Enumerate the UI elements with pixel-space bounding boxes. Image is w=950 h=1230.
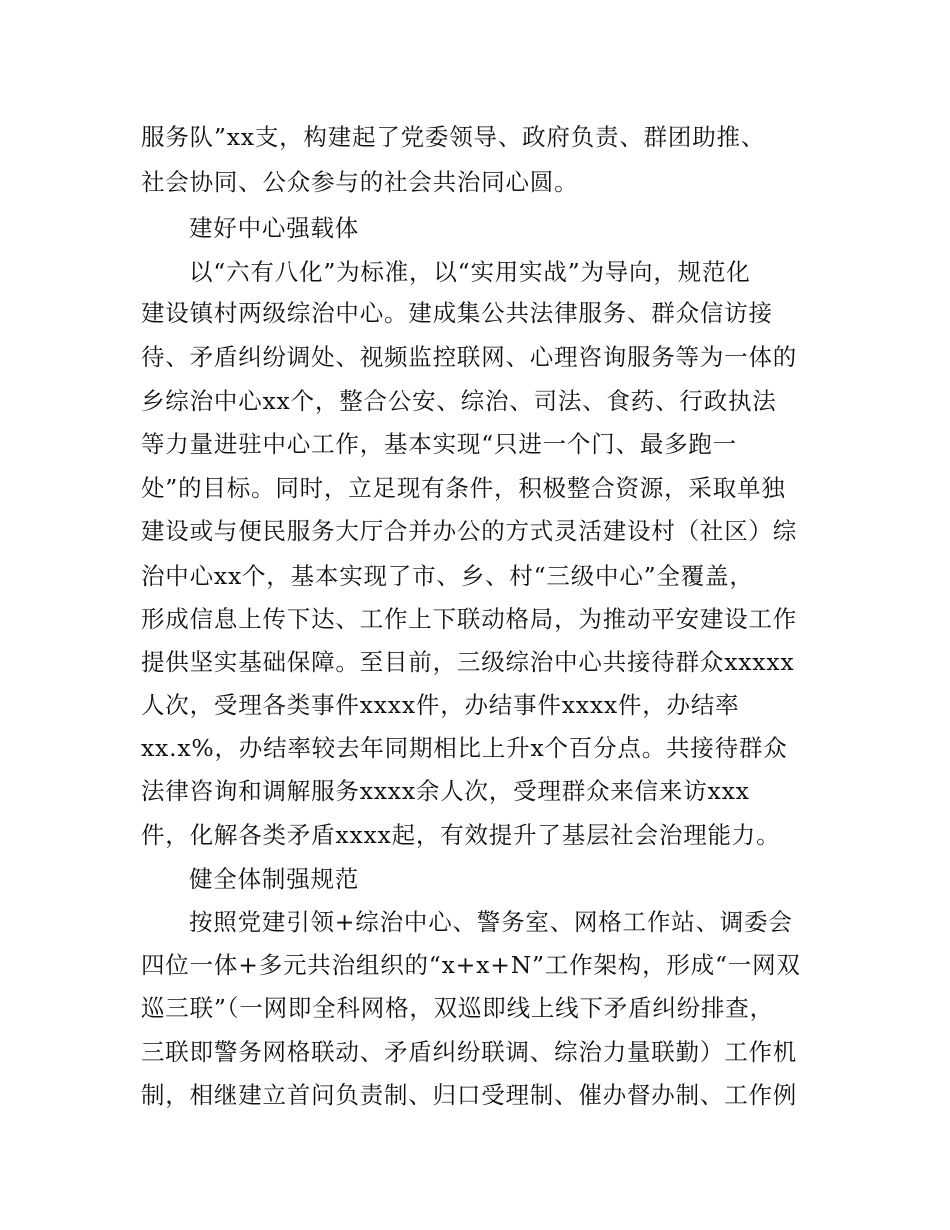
paragraph-line: 制，相继建立首问负责制、归口受理制、催办督办制、工作例 [141, 1081, 798, 1109]
paragraph-line: 按照党建引领+综治中心、警务室、网格工作站、调委会 [189, 908, 793, 936]
paragraph-line: 处”的目标。同时，立足现有条件，积极整合资源，采取单独 [141, 474, 786, 502]
paragraph-line: 三联即警务网格联动、矛盾纠纷联调、综治力量联勤）工作机 [141, 1038, 798, 1066]
paragraph-line: 建设或与便民服务大厅合并办公的方式灵活建设村（社区）综 [141, 517, 798, 545]
paragraph-line: 社会协同、公众参与的社会共治同心圆。 [141, 168, 579, 196]
paragraph-line: 形成信息上传下达、工作上下联动格局，为推动平安建设工作 [141, 605, 798, 633]
paragraph-line: 件，化解各类矛盾xxxx起，有效提升了基层社会治理能力。 [141, 821, 781, 849]
paragraph-line: 法律咨询和调解服务xxxx余人次，受理群众来信来访xxx [141, 777, 750, 805]
section-heading-improve-system: 健全体制强规范 [189, 865, 360, 893]
paragraph-line: 提供坚实基础保障。至目前，三级综治中心共接待群众xxxxx [141, 648, 795, 676]
paragraph-line: 待、矛盾纠纷调处、视频监控联网、心理咨询服务等为一体的 [141, 343, 798, 371]
paragraph-line: 治中心xx个，基本实现了市、乡、村“三级中心”全覆盖， [141, 562, 754, 590]
paragraph-line: 四位一体+多元共治组织的“x+x+N”工作架构，形成“一网双 [141, 951, 801, 979]
section-heading-build-center: 建好中心强载体 [189, 214, 360, 242]
paragraph-line: 建设镇村两级综治中心。建成集公共法律服务、群众信访接 [141, 299, 773, 327]
paragraph-line: 等力量进驻中心工作，基本实现“只进一个门、最多跑一 [141, 430, 738, 458]
paragraph-line: 巡三联”（一网即全科网格，双巡即线上线下矛盾纠纷排查， [141, 994, 774, 1022]
paragraph-line: xx.x%，办结率较去年同期相比上升x个百分点。共接待群众 [141, 734, 788, 762]
paragraph-line: 乡综治中心xx个，整合公安、综治、司法、食药、行政执法 [141, 387, 777, 415]
paragraph-line: 人次，受理各类事件xxxx件，办结事件xxxx件，办结率 [141, 691, 740, 719]
paragraph-line: 服务队”xx支，构建起了党委领导、政府负责、群团助推、 [141, 123, 766, 151]
paragraph-line: 以“六有八化”为标准，以“实用实战”为导向，规范化 [189, 258, 751, 286]
